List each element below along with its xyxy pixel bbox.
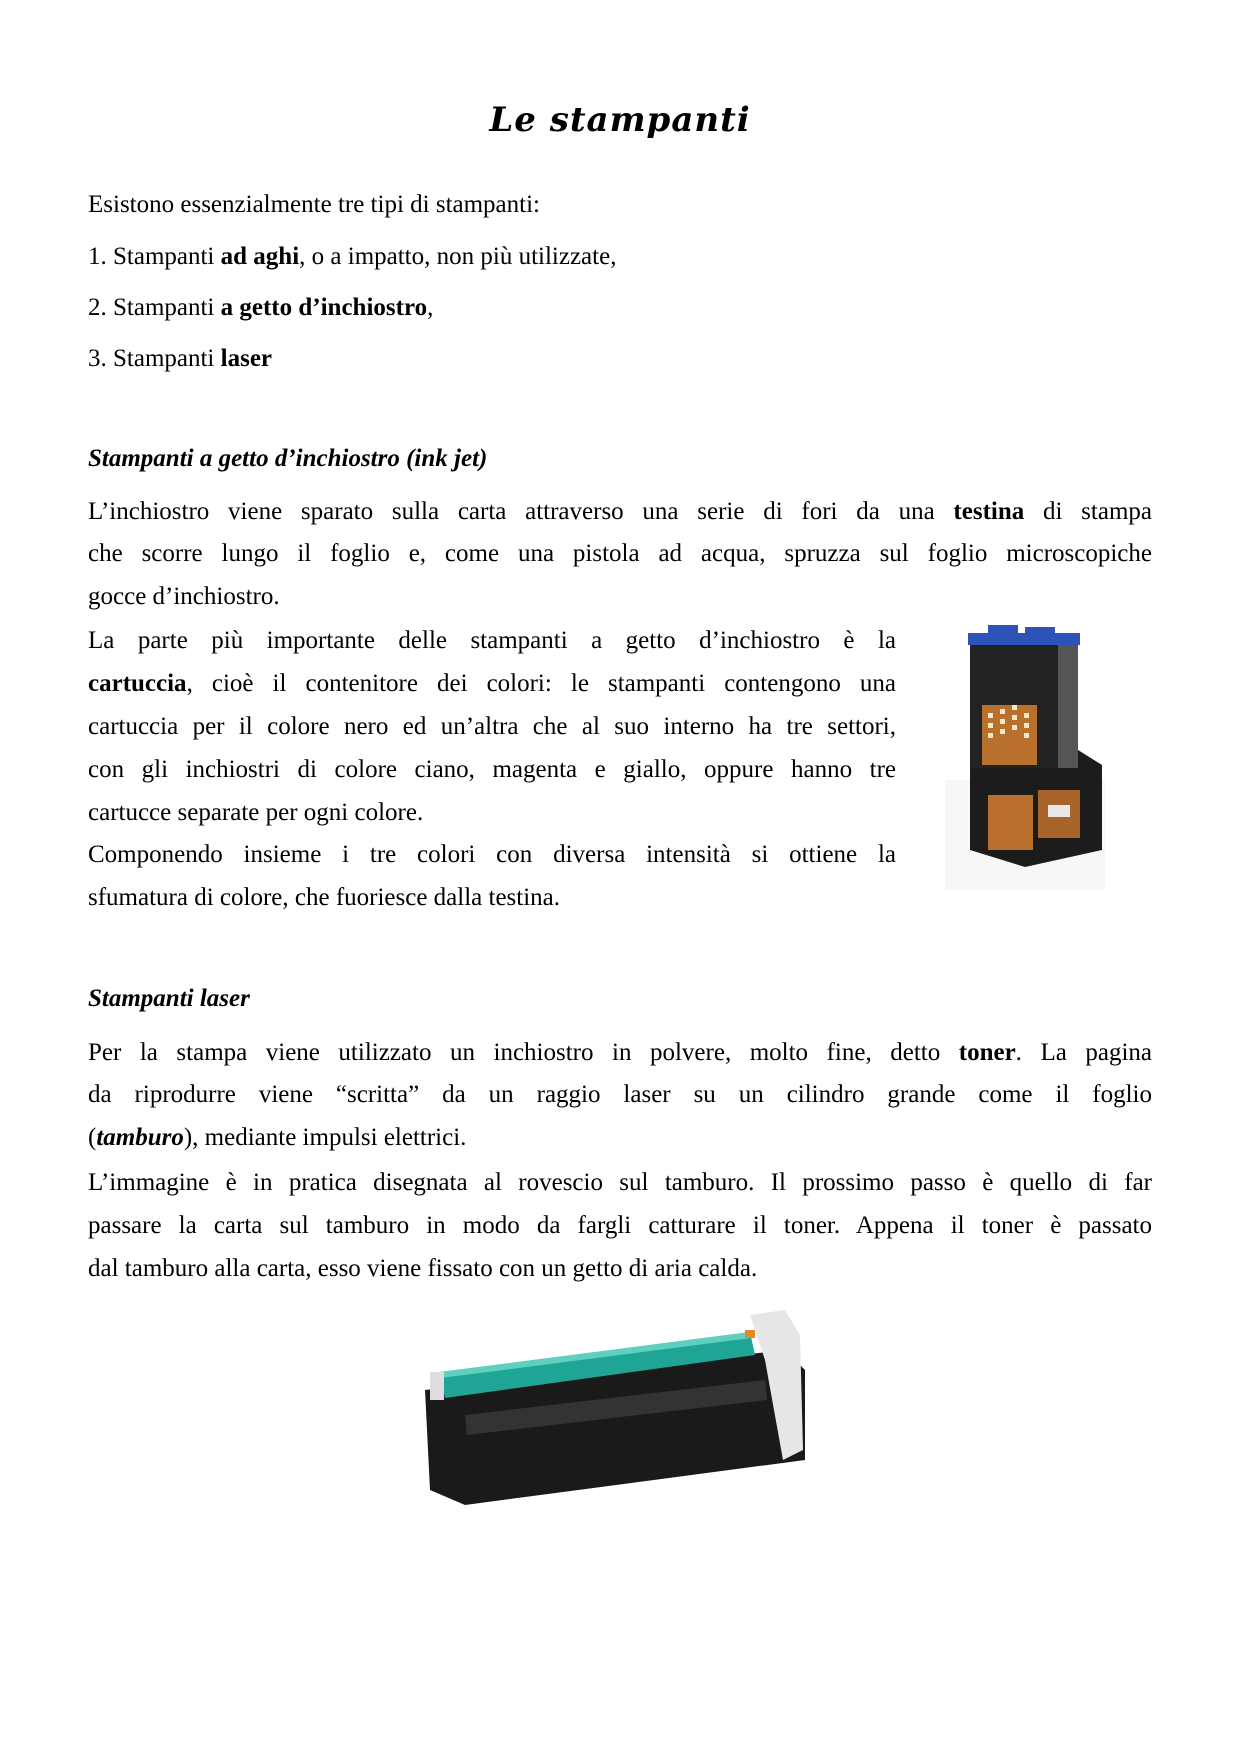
list-prefix: 3. Stampanti <box>88 345 221 372</box>
paragraph-line: che scorre lungo il foglio e, come una pistola ad acqua, spruzza sul foglio microscopiche <box>88 540 1152 567</box>
paragraph-line: cartuccia, cioè il contenitore dei colori: le stampanti contengono una <box>88 670 896 697</box>
laser-heading: Stampanti laser <box>88 985 250 1012</box>
list-suffix: , o a impatto, non più utilizzate, <box>299 243 617 270</box>
page-title: Le stampanti <box>489 100 751 140</box>
list-item <box>88 293 433 323</box>
paragraph-line: passare la carta sul tamburo in modo da fargli catturare il toner. Appena il toner è passato <box>88 1212 1152 1239</box>
paragraph-line: da riprodurre viene “scritta” da un raggio laser su un cilindro grande come il foglio <box>88 1081 1152 1108</box>
list-item <box>88 242 616 272</box>
inkjet-heading: Stampanti a getto d’inchiostro (ink jet) <box>88 445 488 472</box>
paragraph-line: L’immagine è in pratica disegnata al rovescio sul tamburo. Il prossimo passo è quello di far <box>88 1169 1152 1196</box>
paragraph-line: cartucce separate per ogni colore. <box>88 799 424 826</box>
list-bold: a getto d’inchiostro <box>220 294 428 321</box>
list-prefix: 2. Stampanti <box>88 294 221 321</box>
list-item <box>88 344 272 374</box>
intro-text: Esistono essenzialmente tre tipi di stampanti: <box>88 191 540 218</box>
paragraph-line: (tamburo), mediante impulsi elettrici. <box>88 1124 467 1151</box>
paragraph-line: Per la stampa viene utilizzato un inchiostro in polvere, molto fine, detto toner. La pagina <box>88 1039 1152 1066</box>
paragraph-line: sfumatura di colore, che fuoriesce dalla testina. <box>88 884 561 911</box>
ink-cartridge-image <box>930 605 1125 890</box>
toner-drum-image <box>405 1300 845 1520</box>
list-bold: ad aghi <box>220 243 300 270</box>
paragraph-line: dal tamburo alla carta, esso viene fissato con un getto di aria calda. <box>88 1255 758 1282</box>
paragraph-line: con gli inchiostri di colore ciano, magenta e giallo, oppure hanno tre <box>88 756 896 783</box>
paragraph-line: gocce d’inchiostro. <box>88 583 280 610</box>
list-prefix: 1. Stampanti <box>88 243 221 270</box>
list-bold: laser <box>220 345 273 372</box>
paragraph-line: La parte più importante delle stampanti a getto d’inchiostro è la <box>88 627 896 654</box>
paragraph-line: Componendo insieme i tre colori con diversa intensità si ottiene la <box>88 841 896 868</box>
paragraph-line: cartuccia per il colore nero ed un’altra che al suo interno ha tre settori, <box>88 713 896 740</box>
list-suffix: , <box>427 294 434 321</box>
paragraph-line: L’inchiostro viene sparato sulla carta attraverso una serie di fori da una testina di stampa <box>88 498 1152 525</box>
